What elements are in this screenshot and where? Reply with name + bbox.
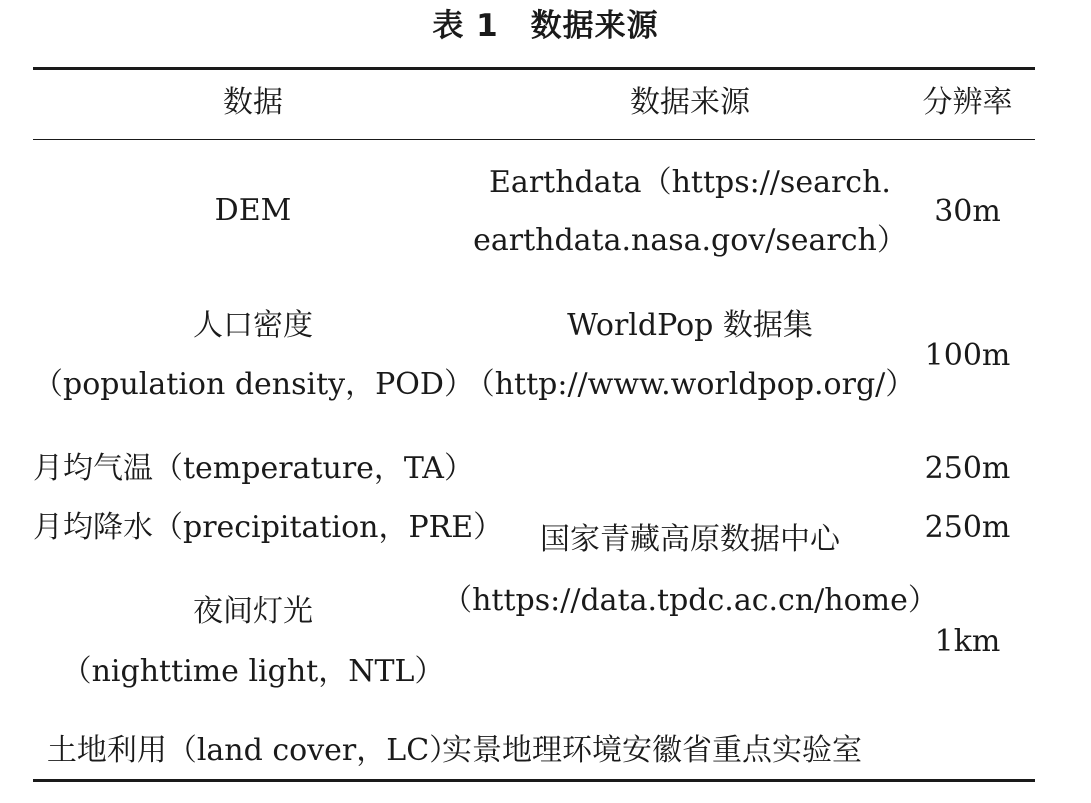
- row-ntl-data-line1: 夜间灯光: [193, 594, 313, 629]
- header-resolution: 分辨率: [922, 85, 1013, 120]
- row-pod-resolution: 100m: [924, 338, 1011, 373]
- row-pod-source-line1: WorldPop 数据集: [567, 308, 813, 343]
- row-pod-data-line2: （population density，POD）: [33, 367, 474, 402]
- row-ntl-data-line2: （nighttime light，NTL）: [61, 654, 445, 689]
- row-pre-resolution: 250m: [924, 510, 1011, 545]
- header-rule: [33, 139, 1035, 140]
- row-dem-source-line2: earthdata.nasa.gov/search）: [473, 223, 907, 258]
- row-dem-data: DEM: [214, 193, 292, 228]
- row-pod-source-line2: （http://www.worldpop.org/）: [464, 367, 916, 402]
- row-tpdc-source-line2: （https://data.tpdc.ac.cn/home）: [442, 583, 938, 618]
- row-tpdc-source-line1: 国家青藏高原数据中心: [540, 522, 840, 557]
- row-ta-data: 月均气温（temperature，TA）: [33, 451, 474, 486]
- row-pod-data-line1: 人口密度: [193, 308, 313, 343]
- header-data: 数据: [223, 85, 283, 120]
- row-dem-source-line1: Earthdata（https://search.: [489, 165, 891, 200]
- top-rule: [33, 67, 1035, 70]
- row-dem-resolution: 30m: [934, 194, 1001, 229]
- row-ta-resolution: 250m: [924, 451, 1011, 486]
- row-lc-data: 土地利用（land cover，LC）: [46, 733, 460, 768]
- header-source: 数据来源: [630, 85, 750, 120]
- row-pre-data: 月均降水（precipitation，PRE）: [33, 510, 504, 545]
- bottom-rule: [33, 779, 1035, 782]
- row-ntl-resolution: 1km: [934, 624, 1001, 659]
- row-lc-source: 实景地理环境安徽省重点实验室: [442, 733, 862, 768]
- table-title: 表 1 数据来源: [432, 8, 659, 44]
